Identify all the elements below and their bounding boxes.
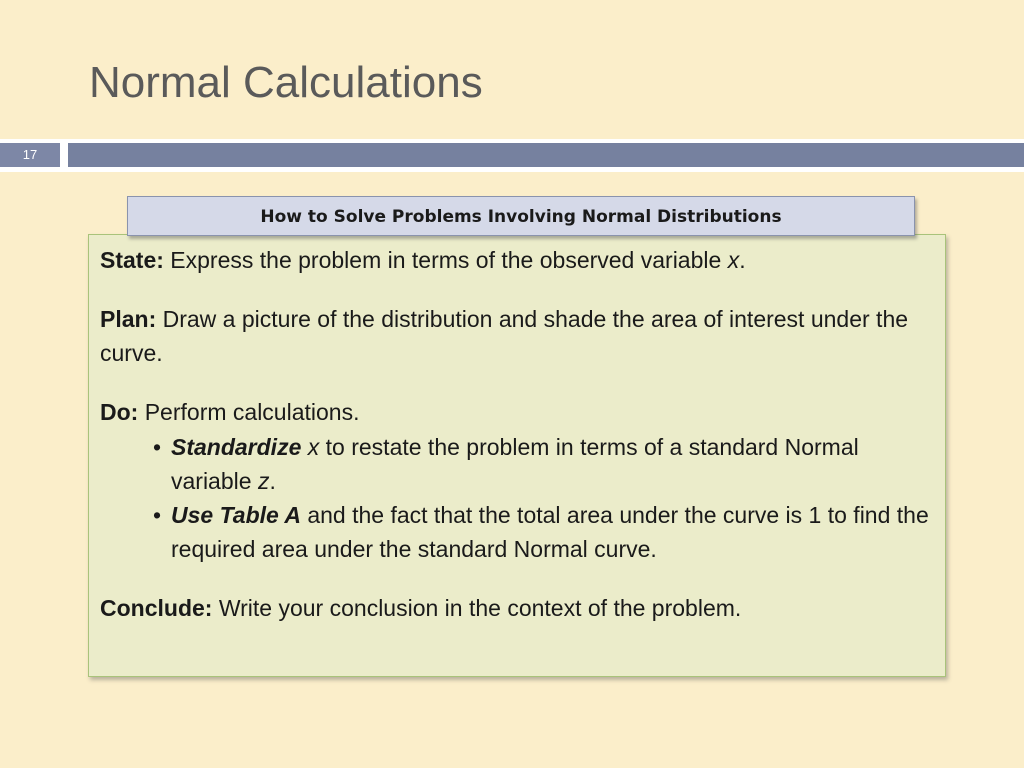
bullet-marker: • [153,502,162,528]
bullet-standardize-variable-z: z [257,468,270,494]
step-state-text: Express the problem in terms of the observed variable [163,247,728,273]
step-state-period: . [739,247,746,273]
step-state [100,243,936,277]
step-plan-label: Plan: [100,306,157,332]
step-do [100,395,936,429]
step-state-label: State: [100,247,164,273]
step-do-label: Do: [100,399,139,425]
step-do-text: Perform calculations. [138,399,360,425]
title-accent-bar [68,143,1024,167]
bullet-standardize-period: . [269,468,276,494]
slide-title: Normal Calculations [89,58,483,107]
step-conclude [100,591,936,625]
step-state-variable: x [727,247,740,273]
step-plan [100,302,936,370]
bullet-use-table-text: and the fact that the total area under the curve is 1 to find the required area under the standard Normal curve. [171,502,929,562]
bullet-use-table-emphasis: Use Table A [171,502,301,528]
step-plan-text: Draw a picture of the distribution and shade the area of interest under the curve. [100,306,909,366]
bullet-use-table [100,498,936,566]
content-body [100,243,936,650]
box-heading: How to Solve Problems Involving Normal Distributions [127,196,915,236]
content-box [88,234,946,677]
slide-number: 17 [0,143,60,167]
bullet-standardize-variable-x: x [301,434,320,460]
step-conclude-text: Write your conclusion in the context of the problem. [212,595,742,621]
bullet-standardize [100,430,936,498]
bullet-marker: • [153,434,162,460]
step-conclude-label: Conclude: [100,595,213,621]
bullet-standardize-text: to restate the problem in terms of a standard Normal variable [171,434,859,494]
bullet-standardize-emphasis: Standardize [171,434,302,460]
do-bullet-list [100,430,936,566]
